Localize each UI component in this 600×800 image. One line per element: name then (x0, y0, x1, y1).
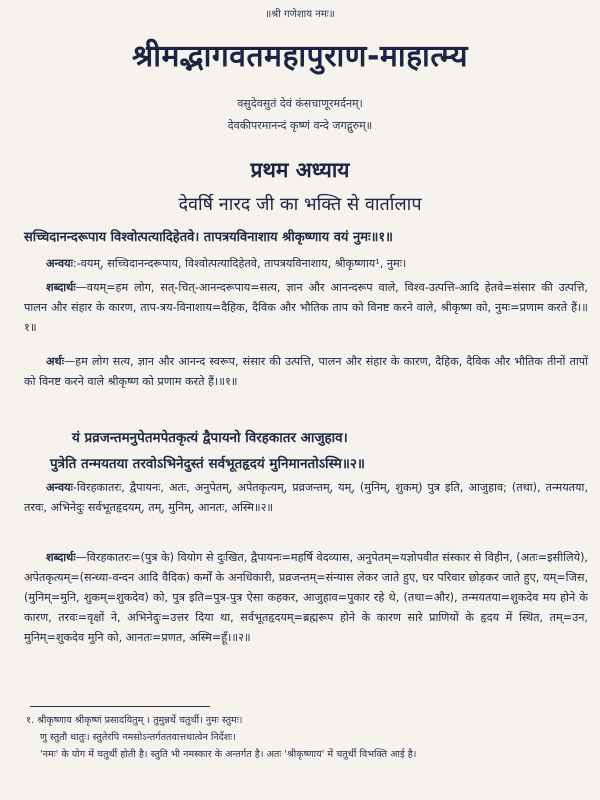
chapter-subtitle: देवर्षि नारद जी का भक्ति से वार्तालाप (178, 194, 422, 215)
shabdartha-text: —विरहकातरः=(पुत्र के) वियोग से दुःखित, द्वैपायनः=महर्षि वेदव्यास, अनुपेतम्=यज्ञोपवीत संस्कार से विहीन, (अतः=इसीलिये), अपेतकृत्यम्=(सन्ध्या-वन्दन आदि वैदिक) कर्मों के अनधिकारी, प्रव्रजन्तम्=संन्यास लेकर जाते हुए, घर परिवार छोड़कर जाते हुए, यम्=जिस, (मुनिम्=मुनि, शुकम्=शुकदेव) को, पुत्र इति=पुत्र-पुत्र ऐसा कहकर, आजुहाव=पुकार रहे थे, (तथा=और), तन्मयतया=शुकदेव मय होने के कारण, तरवः=वृक्षों ने, अभिनेदुः=उत्तर दिया था, सर्वभूतहृदयम्=ब्रह्मरूप होने के कारण सारे प्राणियों के हृदय में स्थित, तम्=उन, मुनिम्=शुकदेव मुनि को, आनतः=प्रणत, अस्मि=हूँ।॥२॥ (24, 551, 588, 644)
verse-1-sloka (24, 228, 588, 248)
verse-2-line-1: यं प्रव्रजन्तमनुपेतमपेतकृत्यं द्वैपायनो विरहकातर आजुहाव। (72, 430, 348, 446)
anvaya-text: :-वयम्, सच्चिदानन्दरूपाय, विश्वोत्पत्यादिहेतवे, तापत्रयविनाशाय, श्रीकृष्णाय¹, नुमः। (72, 257, 407, 270)
shabdartha-label: शब्दार्थः (46, 281, 76, 294)
verse-2-anvaya (24, 478, 588, 518)
anvaya-text: -विरहकातरः, द्वैपायनः, अतः, अनुपेतम्, अपेतकृत्यम्, प्रव्रजन्तम्, यम्, (मुनिम्, शुकम्) पुत्र इति, आजुहाव; (तथा), तन्मयतया, तरवः, अभिनेदुः सर्वभूतहृदयम्, तम्, मुनिम्, आनतः, अस्मि॥२॥ (24, 481, 588, 514)
verse-1-shabdartha (24, 278, 588, 338)
footnote-line: णु स्तुतौ धातुः। स्तुतेरपि नमसोऽन्तर्गततवात्तथात्वेन निर्देशः। (40, 732, 236, 743)
shabdartha-text: —वयम्=हम लोग, सत्-चित्-आनन्दरूपाय=सत्य, ज्ञान और आनन्दरूप वाले, विश्व-उत्पत्ति-आदि हेतवे=संसार की उत्पत्ति, पालन और संहार के कारण, ताप-त्रय-विनाशाय=दैहिक, दैविक और भौतिक ताप को विनष्ट करने वाले, श्रीकृष्ण को, नुमः=प्रणाम करते हैं।॥१॥ (24, 281, 588, 334)
sloka-text: सच्चिदानन्दरूपाय विश्वोत्पत्यादिहेतवे। तापत्रयविनाशाय श्रीकृष्णाय वयं नुमः॥१॥ (24, 230, 393, 245)
footnote-divider (30, 706, 210, 707)
artha-text: —हम लोग सत्य, ज्ञान और आनन्द स्वरूप, संसार की उत्पत्ति, पालन और संहार के कारण, दैहिक, दैविक और भौतिक तीनों तापों को विनष्ट करने वाले श्रीकृष्ण को प्रणाम करते हैं।॥१॥ (24, 355, 588, 388)
artha-label: अर्थः (46, 355, 64, 368)
footnotes (26, 712, 586, 763)
anvaya-label: अन्वयः (46, 257, 73, 270)
invocation: ॥श्री गणेशाय नमः॥ (265, 9, 335, 20)
verse-1-artha (24, 352, 588, 392)
mangala-line-1: वसुदेवसुतं देवं कंसचाणूरमर्दनम्। (237, 97, 363, 110)
footnote-line: १. श्रीकृष्णाय श्रीकृष्णं प्रसादयितुम् । तुमुन्नर्थे चतुर्थी। नुमः स्तुमः। (26, 715, 243, 726)
verse-1-anvaya (24, 254, 588, 274)
shabdartha-label: शब्दार्थः (46, 551, 76, 564)
verse-2-shabdartha (24, 548, 588, 648)
footnote-line: 'नमः' के योग में चतुर्थी होती है। स्तुति भी नमस्कार के अन्तर्गत है। अतः 'श्रीकृष्णाय' में चतुर्थी विभक्ति आई है। (40, 749, 417, 760)
chapter-heading: प्रथम अध्याय (250, 158, 350, 182)
page-title: श्रीमद्भागवतमहापुराण-माहात्म्य (131, 39, 468, 74)
mangala-line-2: देवकीपरमानन्दं कृष्णं वन्दे जगद्गुरुम्॥ (227, 119, 373, 132)
verse-2-line-2: पुत्रेति तन्मयतया तरवोऽभिनेदुस्तं सर्वभूतहृदयं मुनिमानतोऽस्मि॥२॥ (50, 456, 366, 472)
anvaya-label: अन्वयः (46, 481, 73, 494)
